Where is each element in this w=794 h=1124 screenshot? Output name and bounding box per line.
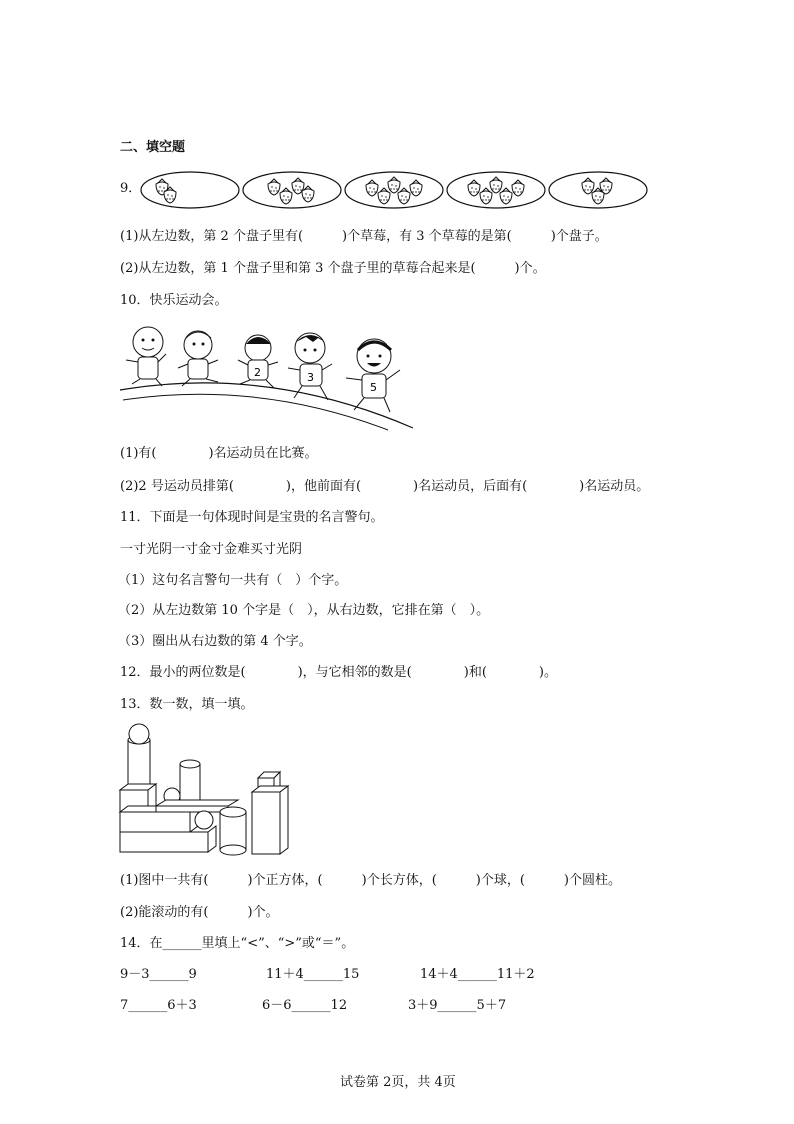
plate-3 xyxy=(345,172,443,208)
svg-text:2: 2 xyxy=(254,366,261,379)
q13-part2: (2)能滚动的有( )个。 xyxy=(120,905,279,920)
plate-2 xyxy=(243,172,341,208)
q11-quote: 一寸光阴一寸金寸金难买寸光阴 xyxy=(120,542,303,557)
plate-4 xyxy=(447,172,545,208)
svg-text:5: 5 xyxy=(370,381,377,394)
q10-title: 10．快乐运动会。 xyxy=(120,293,228,308)
runner-5 xyxy=(346,339,400,412)
q9-part1: (1)从左边数，第 2 个盘子里有( )个草莓，有 3 个草莓的是第( )个盘子。 xyxy=(120,229,608,244)
solid-shapes-figure xyxy=(118,722,298,857)
plate-1 xyxy=(141,172,239,208)
page-footer: 试卷第 2页，共 4页 xyxy=(340,1075,456,1090)
q14-row2-item2: 6－6______12 xyxy=(262,998,348,1013)
q14-row2-item3: 3＋9______5＋7 xyxy=(408,998,507,1013)
strawberry-plates-figure xyxy=(140,170,670,210)
q10-part1: (1)有( )名运动员在比赛。 xyxy=(120,446,318,461)
runner-4 xyxy=(126,327,166,386)
svg-text:3: 3 xyxy=(307,371,314,384)
q11-part1: （1）这句名言警句一共有（ ）个字。 xyxy=(118,573,348,588)
q14-row1-item2: 11＋4______15 xyxy=(266,967,360,982)
q14-title: 14．在______里填上“<”、“>”或“＝”。 xyxy=(120,936,355,951)
runner-2 xyxy=(238,335,278,388)
section-title: 二、填空题 xyxy=(120,140,186,155)
runner-3 xyxy=(288,333,332,400)
q14-row2-item1: 7______6＋3 xyxy=(120,998,197,1013)
q13-part1: (1)图中一共有( )个正方体，( )个长方体，( )个球，( )个圆柱。 xyxy=(120,873,621,888)
plate-5 xyxy=(549,172,647,208)
q9-number: 9． xyxy=(120,181,142,196)
running-kids-figure xyxy=(118,320,418,430)
q13-title: 13．数一数，填一填。 xyxy=(120,697,254,712)
q9-part2: (2)从左边数，第 1 个盘子里和第 3 个盘子里的草莓合起来是( )个。 xyxy=(120,261,546,276)
q10-part2: (2)2 号运动员排第( )，他前面有( )名运动员，后面有( )名运动员。 xyxy=(120,479,650,494)
q14-row1-item3: 14＋4______11＋2 xyxy=(420,967,535,982)
runner-1 xyxy=(178,331,218,386)
q11-part2: （2）从左边数第 10 个字是（ ），从右边数，它排在第（ ）。 xyxy=(118,603,490,618)
q14-row1-item1: 9－3______9 xyxy=(120,967,197,982)
q11-part3: （3）圈出从右边数的第 4 个字。 xyxy=(118,634,312,649)
q11-title: 11．下面是一句体现时间是宝贵的名言警句。 xyxy=(120,510,384,525)
q12-text: 12．最小的两位数是( )，与它相邻的数是( )和( )。 xyxy=(120,665,557,680)
